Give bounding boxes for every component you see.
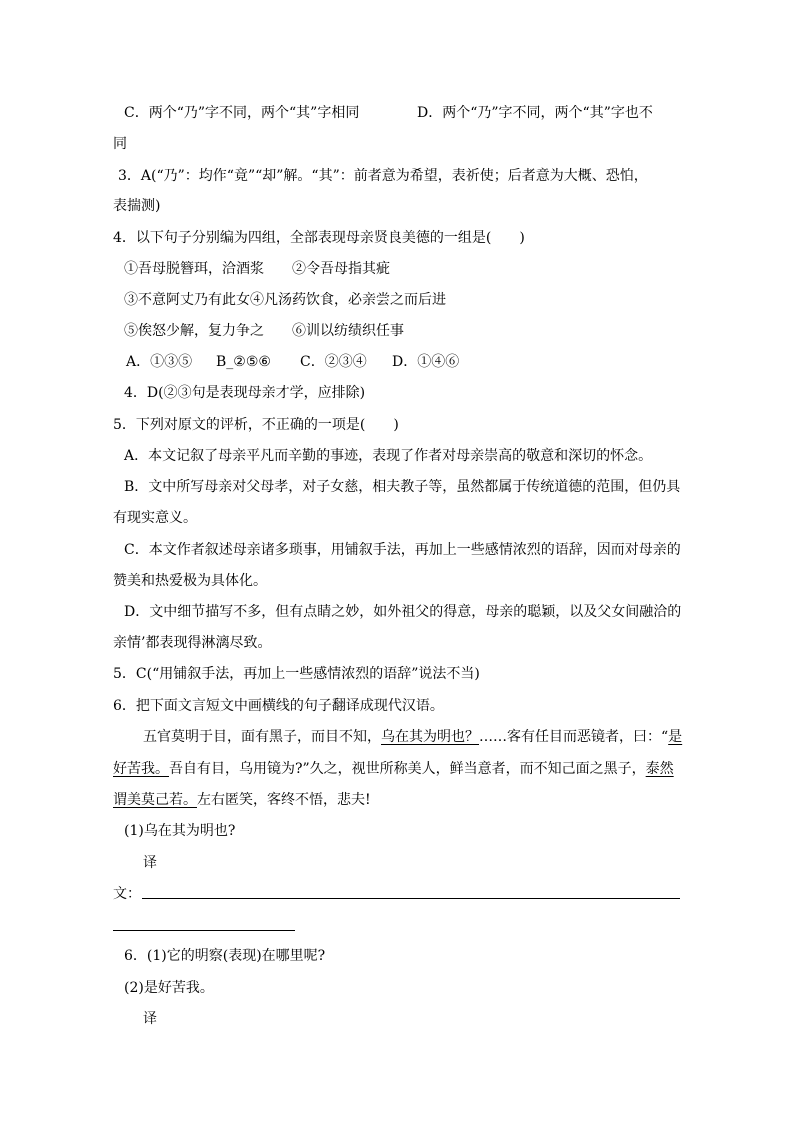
text-line: 亲情’都表现得淋漓尽致。: [113, 635, 272, 651]
answer-6: 6．(1)它的明察(表现)在哪里呢?: [124, 948, 326, 964]
answer-line: [113, 930, 295, 931]
text-line: 赞美和热爱极为具体化。: [113, 573, 267, 589]
passage-text: 吾自有目，乌用镜为?”久之，视世所称美人，鲜当意者，而不知己面之黑子，: [169, 761, 646, 777]
answer-3: 3．A(“乃”：均作“竟”“却”解。“其”：前者意为希望，表祈使；后者意为大概、恐怕，: [118, 168, 648, 184]
option-d: D．文中细节描写不多，但有点睛之妙，如外祖父的得意，母亲的聪颖，以及父女间融洽的: [124, 604, 682, 620]
option-a: A．本文记叙了母亲平凡而辛勤的事迹，表现了作者对母亲崇高的敬意和深切的怀念。: [124, 448, 653, 464]
underlined-sentence: 泰然: [645, 761, 674, 777]
passage-line: [113, 791, 371, 809]
option-b: B_②⑤⑥: [216, 354, 271, 370]
option-c: C．②③④: [300, 354, 367, 370]
text-line: 表揣测): [113, 198, 161, 214]
underlined-sentence: 谓美莫己若。: [113, 792, 197, 808]
option-c: C．两个“乃”字不同，两个“其”字相同: [124, 105, 360, 121]
text-line: 同: [113, 136, 127, 152]
underlined-sentence: 乌在其为明也？: [381, 729, 479, 745]
text-line: ③不意阿丈乃有此女④凡汤药饮食，必亲尝之而后进: [124, 292, 446, 308]
passage-line: [143, 728, 682, 746]
text-line: 有现实意义。: [113, 510, 197, 526]
answer-line: [142, 898, 680, 899]
passage-text: ……客有任目而恶镜者，曰：“: [479, 729, 669, 745]
translation-label: 译: [143, 855, 157, 871]
question-4: 4．以下句子分别编为四组，全部表现母亲贤良美德的一组是( ): [113, 230, 525, 246]
underlined-sentence: 好苦我。: [113, 761, 169, 777]
text-line: ①吾母脱簪珥，洽酒浆 ②令吾母指其疵: [124, 261, 390, 277]
option-d: D．两个“乃”字不同，两个“其”字也不: [417, 105, 653, 121]
option-d: D．①④⑥: [392, 354, 460, 370]
option-a: A．①③⑤: [126, 354, 193, 370]
answer-5: 5．C(“用铺叙手法，再加上一些感情浓烈的语辞”说法不当): [113, 666, 480, 682]
underlined-sentence: 是: [668, 729, 683, 745]
option-b: B．文中所写母亲对父母孝，对子女慈，相夫教子等，虽然都属于传统道德的范围，但仍具: [124, 479, 681, 495]
sub-question-2: (2)是好苦我。: [124, 980, 214, 996]
passage-text: 左右匿笑，客终不悟，悲夫!: [197, 792, 371, 808]
passage-text: 五官莫明于目，面有黑子，而目不知，: [143, 729, 381, 745]
translation-label: 译: [143, 1011, 157, 1027]
translation-label: 文：: [113, 886, 141, 902]
text-line: ⑤俟怒少解，复力争之 ⑥训以纺绩织任事: [124, 323, 404, 339]
passage-line: [113, 760, 674, 778]
question-6: 6．把下面文言短文中画横线的句子翻译成现代汉语。: [113, 698, 444, 714]
question-5: 5．下列对原文的评析，不正确的一项是( ): [113, 417, 399, 433]
answer-4: 4．D(②③句是表现母亲才学，应排除): [124, 385, 366, 401]
option-c: C．本文作者叙述母亲诸多琐事，用铺叙手法，再加上一些感情浓烈的语辞，因而对母亲的: [124, 542, 681, 558]
sub-question-1: (1)乌在其为明也?: [124, 823, 236, 839]
